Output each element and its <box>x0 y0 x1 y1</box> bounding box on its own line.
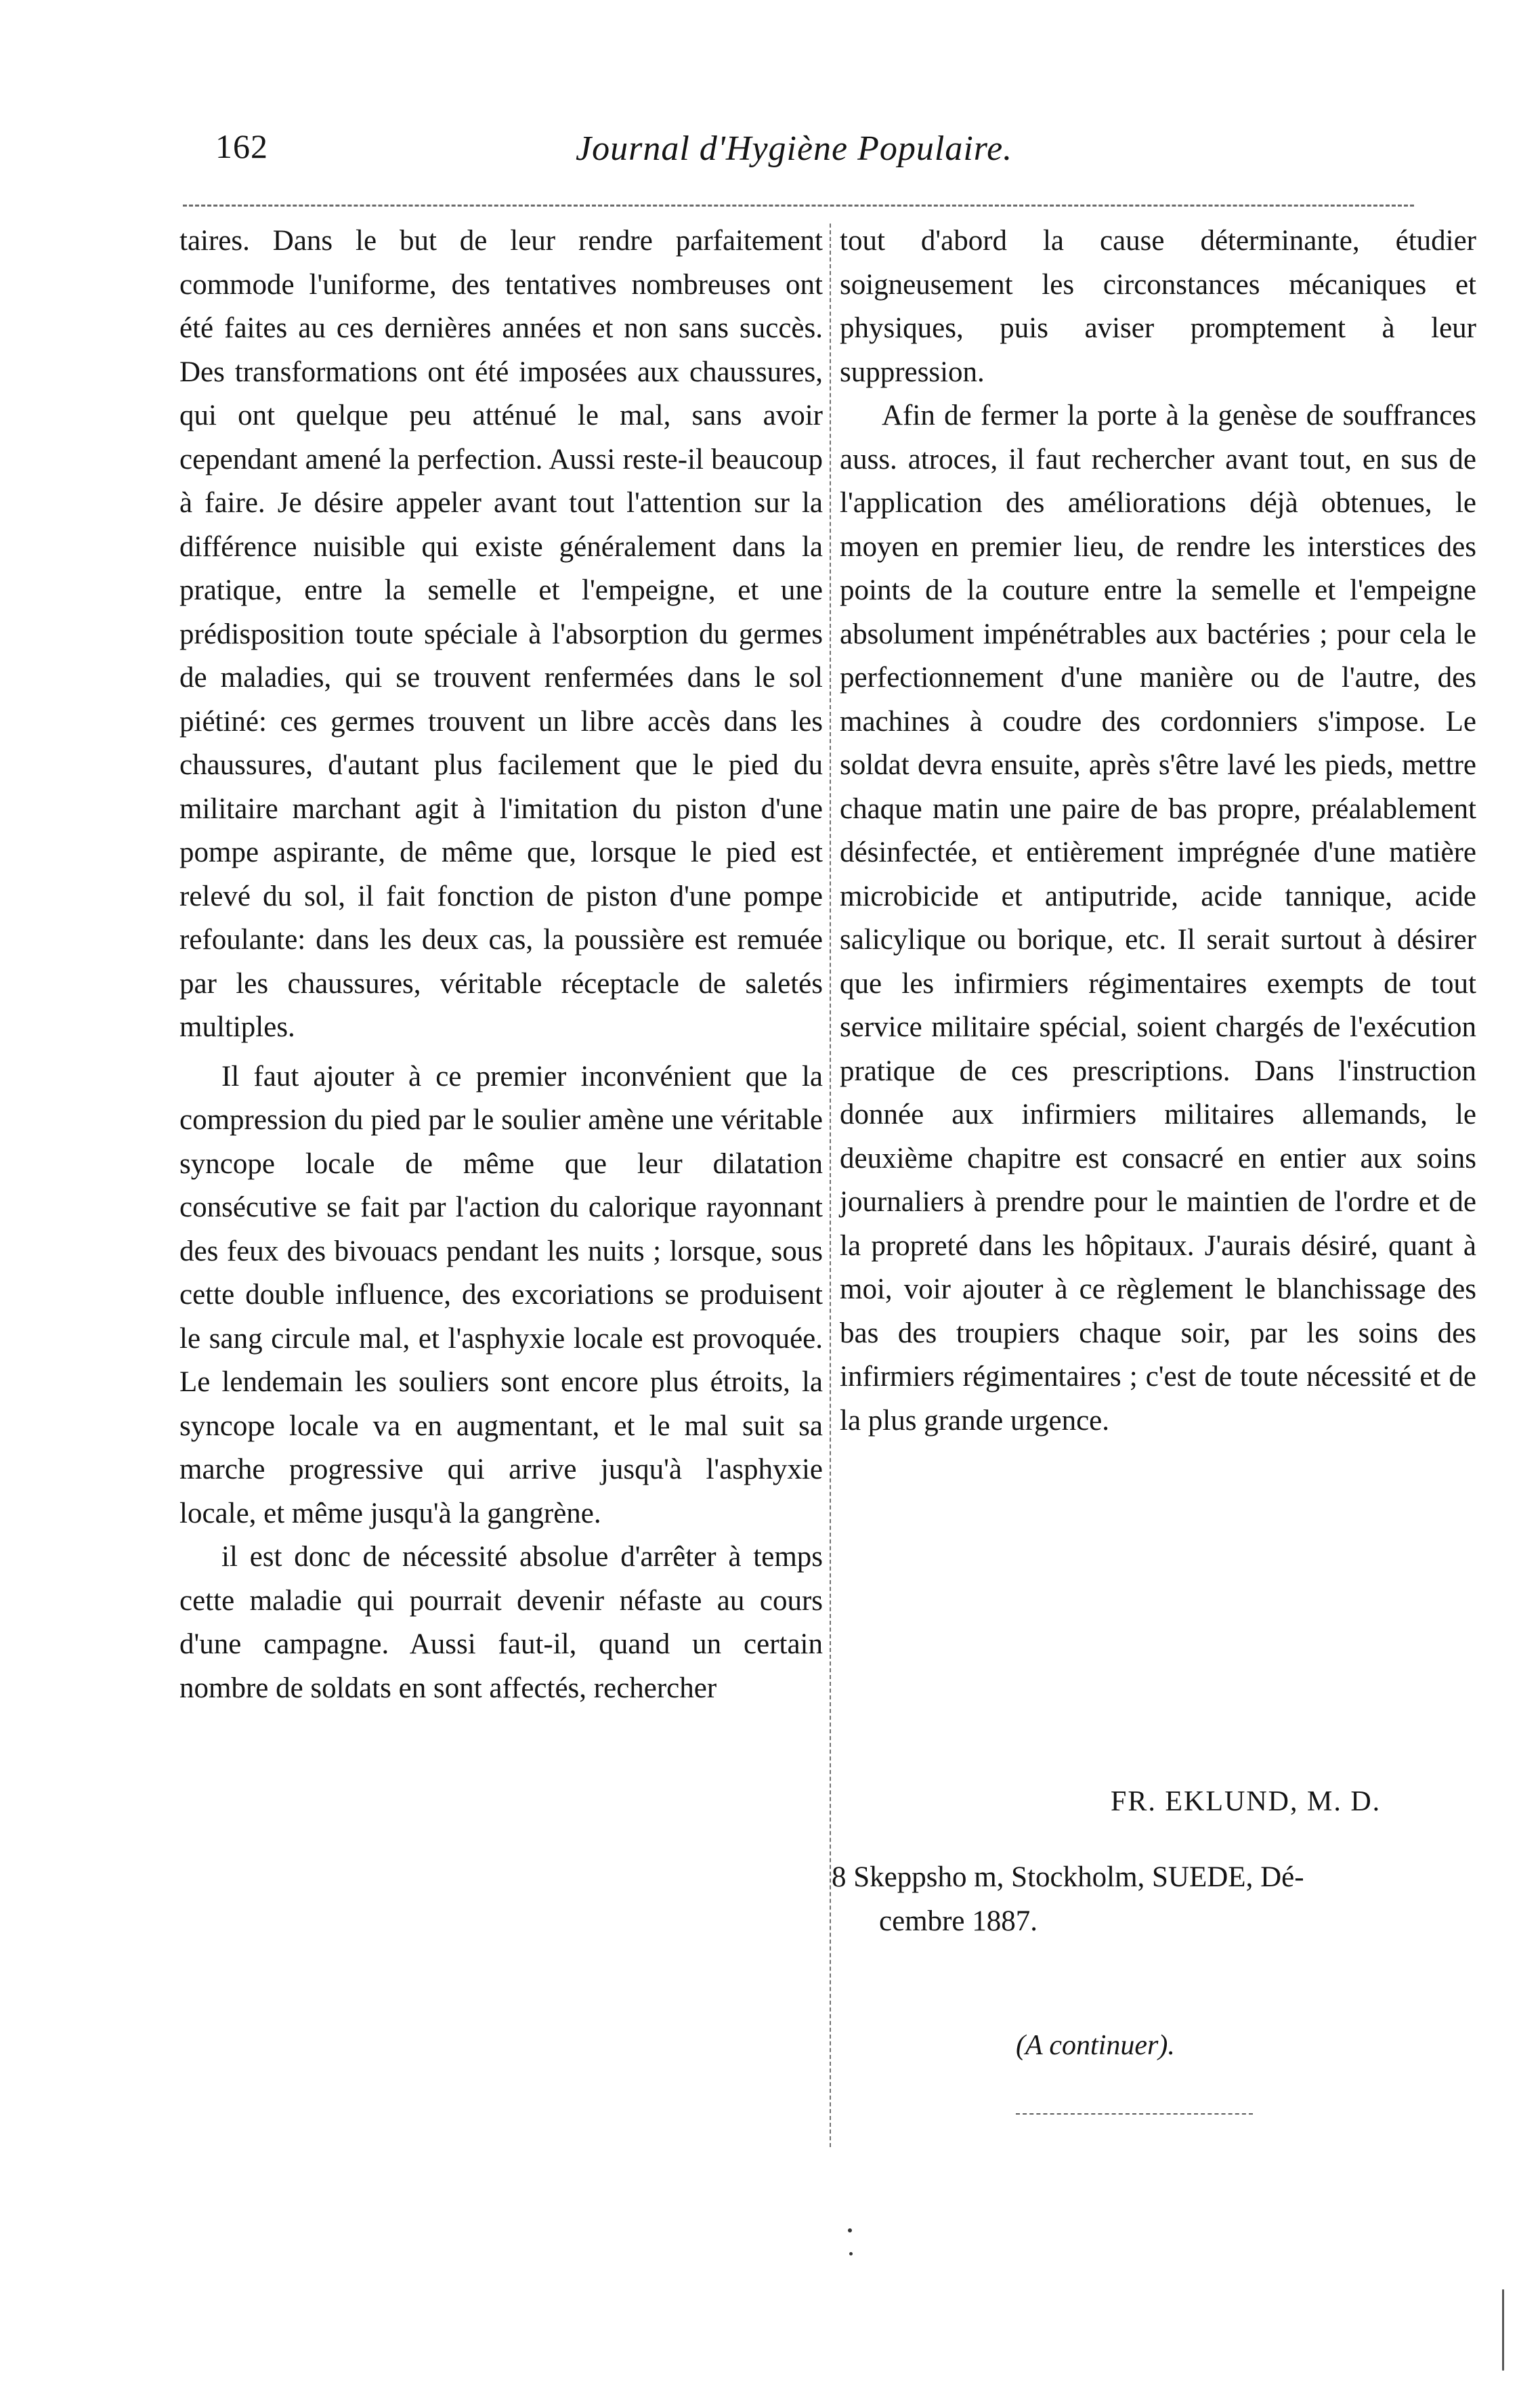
author-address <box>832 1856 1475 1943</box>
header-rule <box>183 205 1414 207</box>
print-speck <box>849 2252 853 2255</box>
right-column <box>840 219 1476 1443</box>
author-signature: FR. EKLUND, M. D. <box>1111 1786 1382 1817</box>
address-line-1: 8 Skeppsho m, Stockholm, SUEDE, Dé- <box>832 1861 1304 1893</box>
continued-note: (A continuer). <box>1016 2030 1175 2061</box>
left-paragraph-2: Il faut ajouter à ce premier inconvénient que la compression du pied par le soulier amène une véritable syncope locale de même que leur dilatation consécutive se fait par l'action du calorique rayonnant des feux des bivouacs pendant les nuits ; lorsque, sous cette double influence, des excoriations se produisent le sang circule mal, et l'asphyxie locale est provoquée. Le lendemain les souliers sont encore plus étroits, la syncope locale va en augmentant, et le mal suit sa marche progressive qui arrive jusqu'à l'asphyxie locale, et même jusqu'à la gangrène. <box>179 1060 823 1529</box>
page-number: 162 <box>215 127 268 165</box>
right-paragraph-2: Afin de fermer la porte à la genèse de souffrances auss. atroces, il faut rechercher avant tout, en sus de l'application des améliorations déjà obtenues, le moyen en premier lieu, de rendre les interstices des points de la couture entre la semelle et l'empeigne absolument impénétrables aux bactéries ; pour cela le perfectionnement d'une manière ou de l'autre, des machines à coudre des cordonniers s'impose. Le soldat devra ensuite, après s'être lavé les pieds, mettre chaque matin une paire de bas propre, préalablement désinfectée, et entièrement imprégnée d'une matière microbicide et antiputride, acide tannique, acide salicylique ou borique, etc. Il serait surtout à désirer que les infirmiers régimentaires exempts de tout service militaire spécial, soient chargés de l'exécution pratique de ces prescriptions. Dans l'instruction donnée aux infirmiers militaires allemands, le deuxième chapitre est consacré en entier aux soins journaliers à prendre pour le maintien de l'ordre et de la propreté dans les hôpitaux. J'aurais désiré, quant à moi, voir ajouter à ce règlement le blanchissage des bas des troupiers chaque soir, par les soins des infirmiers régimentaires ; c'est de toute nécessité et de la plus grande urgence. <box>840 400 1476 1437</box>
left-paragraph-3: il est donc de nécessité absolue d'arrêter à temps cette maladie qui pourrait devenir néfaste au cours d'une campagne. Aussi faut-il, quand un certain nombre de soldats en sont affectés, rechercher <box>179 1541 823 1704</box>
right-paragraph-1: tout d'abord la cause déterminante, étudier soigneusement les circonstances mécaniques et physiques, puis aviser promptement à leur suppression. <box>840 225 1476 388</box>
end-rule <box>1016 2113 1253 2115</box>
running-title: Journal d'Hygiène Populaire. <box>576 129 1013 168</box>
print-speck <box>848 2228 852 2232</box>
column-divider <box>830 224 831 2147</box>
print-speck <box>1502 2289 1504 2371</box>
left-paragraph-1: taires. Dans le but de leur rendre parfaitement commode l'uniforme, des tentatives nombreuses ont été faites au ces dernières années et non sans succès. Des transformations ont été imposées aux chaussures, qui ont quelque peu atténué le mal, sans avoir cependant amené la perfection. Aussi reste-il beaucoup à faire. Je désire appeler avant tout l'attention sur la différence nuisible qui existe généralement dans la pratique, entre la semelle et l'empeigne, et une prédisposition toute spéciale à l'absorption du germes de maladies, qui se trouvent renfermées dans le sol piétiné: ces germes trouvent un libre accès dans les chaussures, d'autant plus facilement que le pied du militaire marchant agit à l'imitation du piston d'une pompe aspirante, de même que, lorsque le pied est relevé du sol, il fait fonction de piston d'une pompe refoulante: dans les deux cas, la poussière est remuée par les chaussures, véritable réceptacle de saletés multiples. <box>179 225 823 1043</box>
address-line-2: cembre 1887. <box>879 1905 1038 1937</box>
left-column <box>179 219 823 1710</box>
